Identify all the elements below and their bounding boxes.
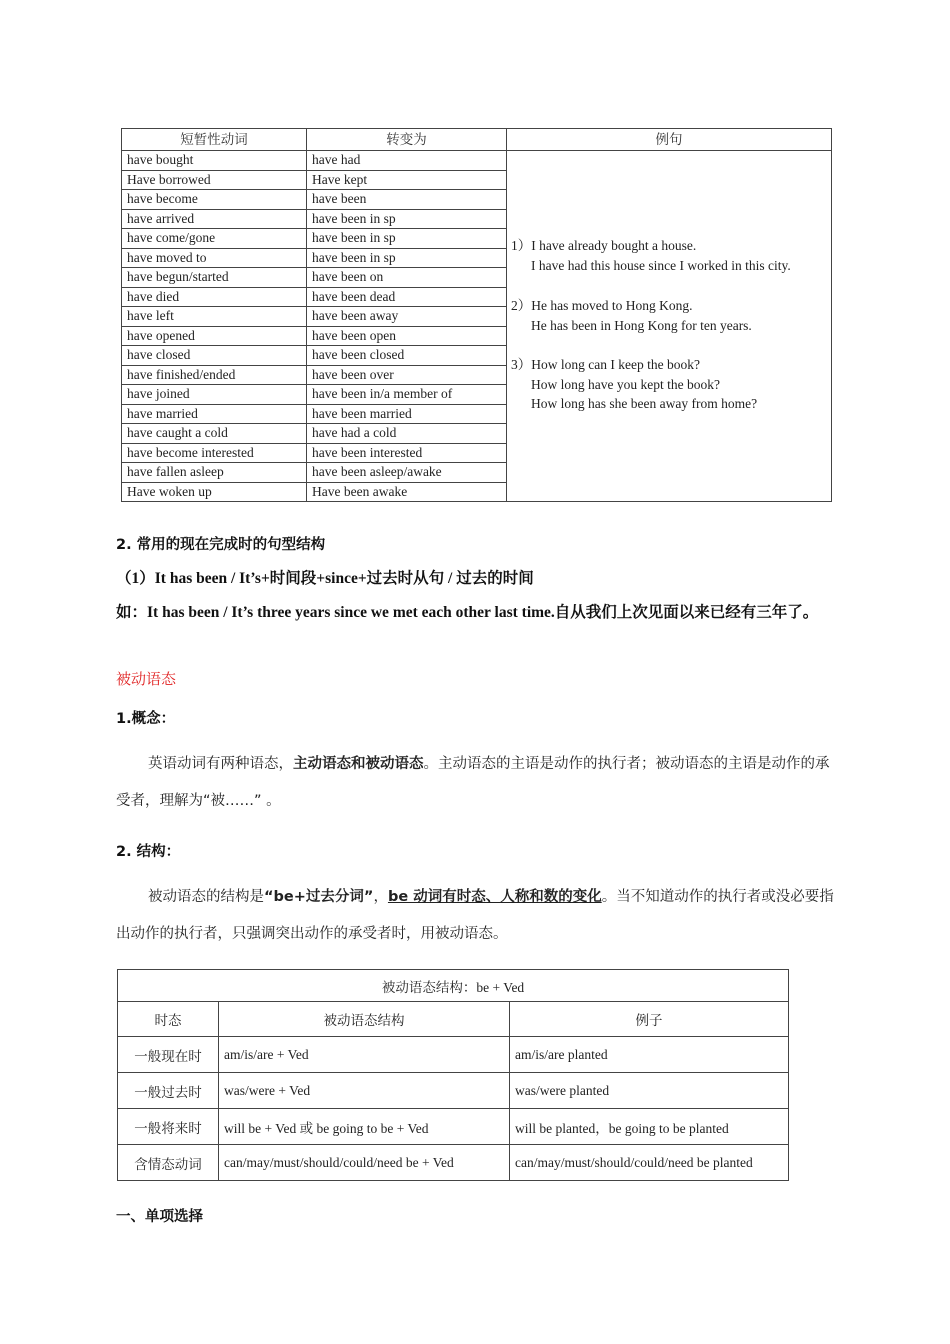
- converted-verb-cell: have been in/a member of: [307, 385, 507, 405]
- concept-heading: 1.概念：: [116, 711, 176, 727]
- short-verb-cell: have caught a cold: [122, 424, 307, 444]
- short-verb-cell: have fallen asleep: [122, 463, 307, 483]
- short-verb-cell: have bought: [122, 151, 307, 171]
- converted-verb-cell: Have kept: [307, 170, 507, 190]
- concept-text-1: 英语动词有两种语态，: [148, 756, 293, 772]
- tense-cell: 一般将来时: [118, 1109, 219, 1145]
- tense-cell: 含情态动词: [118, 1145, 219, 1181]
- structure-cell: was/were + Ved: [219, 1073, 510, 1109]
- example-cell: will be planted，be going to be planted: [510, 1109, 789, 1145]
- table-caption: 被动语态结构：be + Ved: [118, 970, 789, 1002]
- structure-underlined-text: be 动词有时态、人称和数的变化: [387, 889, 602, 905]
- converted-verb-cell: have been interested: [307, 443, 507, 463]
- converted-verb-cell: have been over: [307, 365, 507, 385]
- short-verb-cell: have arrived: [122, 209, 307, 229]
- structure-heading: 2. 结构：: [116, 844, 181, 860]
- short-verb-cell: have moved to: [122, 248, 307, 268]
- tense-cell: 一般过去时: [118, 1073, 219, 1109]
- short-verb-cell: have come/gone: [122, 229, 307, 249]
- header-example: 例子: [510, 1002, 789, 1037]
- passive-structure-table: [117, 969, 789, 1181]
- structure-cell: will be + Ved 或 be going to be + Ved: [219, 1109, 510, 1145]
- converted-verb-cell: have been dead: [307, 287, 507, 307]
- example-cell: was/were planted: [510, 1073, 789, 1109]
- table-row: [118, 1145, 789, 1181]
- table-row: [118, 1109, 789, 1145]
- converted-verb-cell: have been closed: [307, 346, 507, 366]
- header-example: 例句: [507, 129, 832, 151]
- example-cell: am/is/are planted: [510, 1037, 789, 1073]
- structure-paragraph: [116, 879, 838, 953]
- exercise-heading: 一、单项选择: [116, 1209, 203, 1225]
- example-sentence: 2）He has moved to Hong Kong.: [511, 298, 693, 313]
- converted-verb-cell: have been in sp: [307, 209, 507, 229]
- table-row: [118, 1037, 789, 1073]
- short-verb-cell: have begun/started: [122, 268, 307, 288]
- short-verb-cell: have become: [122, 190, 307, 210]
- short-verb-cell: Have woken up: [122, 482, 307, 502]
- example-sentence: How long has she been away from home?: [531, 396, 758, 411]
- sentence-pattern: （1）It has been / It’s+时间段+since+过去时从句 / 过去的时间: [116, 570, 534, 587]
- short-verb-cell: have left: [122, 307, 307, 327]
- header-structure: 被动语态结构: [219, 1002, 510, 1037]
- tense-cell: 一般现在时: [118, 1037, 219, 1073]
- verb-conversion-table: [121, 128, 832, 502]
- short-verb-cell: have finished/ended: [122, 365, 307, 385]
- example-sentences-cell: [507, 151, 832, 502]
- example-cell: can/may/must/should/could/need be planted: [510, 1145, 789, 1181]
- converted-verb-cell: have been on: [307, 268, 507, 288]
- table-row: [118, 1073, 789, 1109]
- example-sentence: 3）How long can I keep the book?: [511, 357, 700, 372]
- header-short-verb: 短暂性动词: [122, 129, 307, 151]
- example-sentence: He has been in Hong Kong for ten years.: [531, 318, 752, 333]
- short-verb-cell: have joined: [122, 385, 307, 405]
- converted-verb-cell: have had a cold: [307, 424, 507, 444]
- structure-text-1: 被动语态的结构是: [148, 889, 264, 905]
- converted-verb-cell: have been married: [307, 404, 507, 424]
- example-sentence: 1）I have already bought a house.: [511, 238, 697, 253]
- structure-cell: can/may/must/should/could/need be + Ved: [219, 1145, 510, 1181]
- converted-verb-cell: Have been awake: [307, 482, 507, 502]
- structure-cell: am/is/are + Ved: [219, 1037, 510, 1073]
- example-sentence: How long have you kept the book?: [531, 377, 720, 392]
- converted-verb-cell: have been: [307, 190, 507, 210]
- example-sentence: I have had this house since I worked in this city.: [531, 258, 791, 273]
- structure-text-2: 。当不知道动作的执行者或没必要指出动作的执行者，只强调突出动作的承受者时，用被动语态。: [116, 889, 834, 942]
- header-tense: 时态: [118, 1002, 219, 1037]
- short-verb-cell: Have borrowed: [122, 170, 307, 190]
- short-verb-cell: have died: [122, 287, 307, 307]
- concept-text-2: 。主动语态的主语是动作的执行者；被动语态的主语是动作的承受者，理解为“被……” 。: [116, 756, 830, 809]
- pattern-example: 如：It has been / It’s three years since we met each other last time.自从我们上次见面以来已经有三年了。: [116, 604, 819, 621]
- concept-bold-text: 主动语态和被动语态: [293, 756, 424, 772]
- converted-verb-cell: have been away: [307, 307, 507, 327]
- short-verb-cell: have closed: [122, 346, 307, 366]
- concept-paragraph: [116, 746, 838, 820]
- converted-verb-cell: have been asleep/awake: [307, 463, 507, 483]
- section-title-passive-voice: 被动语态: [116, 670, 177, 688]
- converted-verb-cell: have had: [307, 151, 507, 171]
- short-verb-cell: have become interested: [122, 443, 307, 463]
- short-verb-cell: have married: [122, 404, 307, 424]
- converted-verb-cell: have been open: [307, 326, 507, 346]
- table-header-row: [122, 129, 832, 151]
- converted-verb-cell: have been in sp: [307, 229, 507, 249]
- section-heading-sentence-patterns: 2. 常用的现在完成时的句型结构: [116, 537, 326, 553]
- structure-comma: ，: [373, 889, 388, 905]
- short-verb-cell: have opened: [122, 326, 307, 346]
- table-row: [122, 151, 832, 171]
- header-converted: 转变为: [307, 129, 507, 151]
- structure-bold-text: “be+过去分词”: [264, 889, 374, 905]
- converted-verb-cell: have been in sp: [307, 248, 507, 268]
